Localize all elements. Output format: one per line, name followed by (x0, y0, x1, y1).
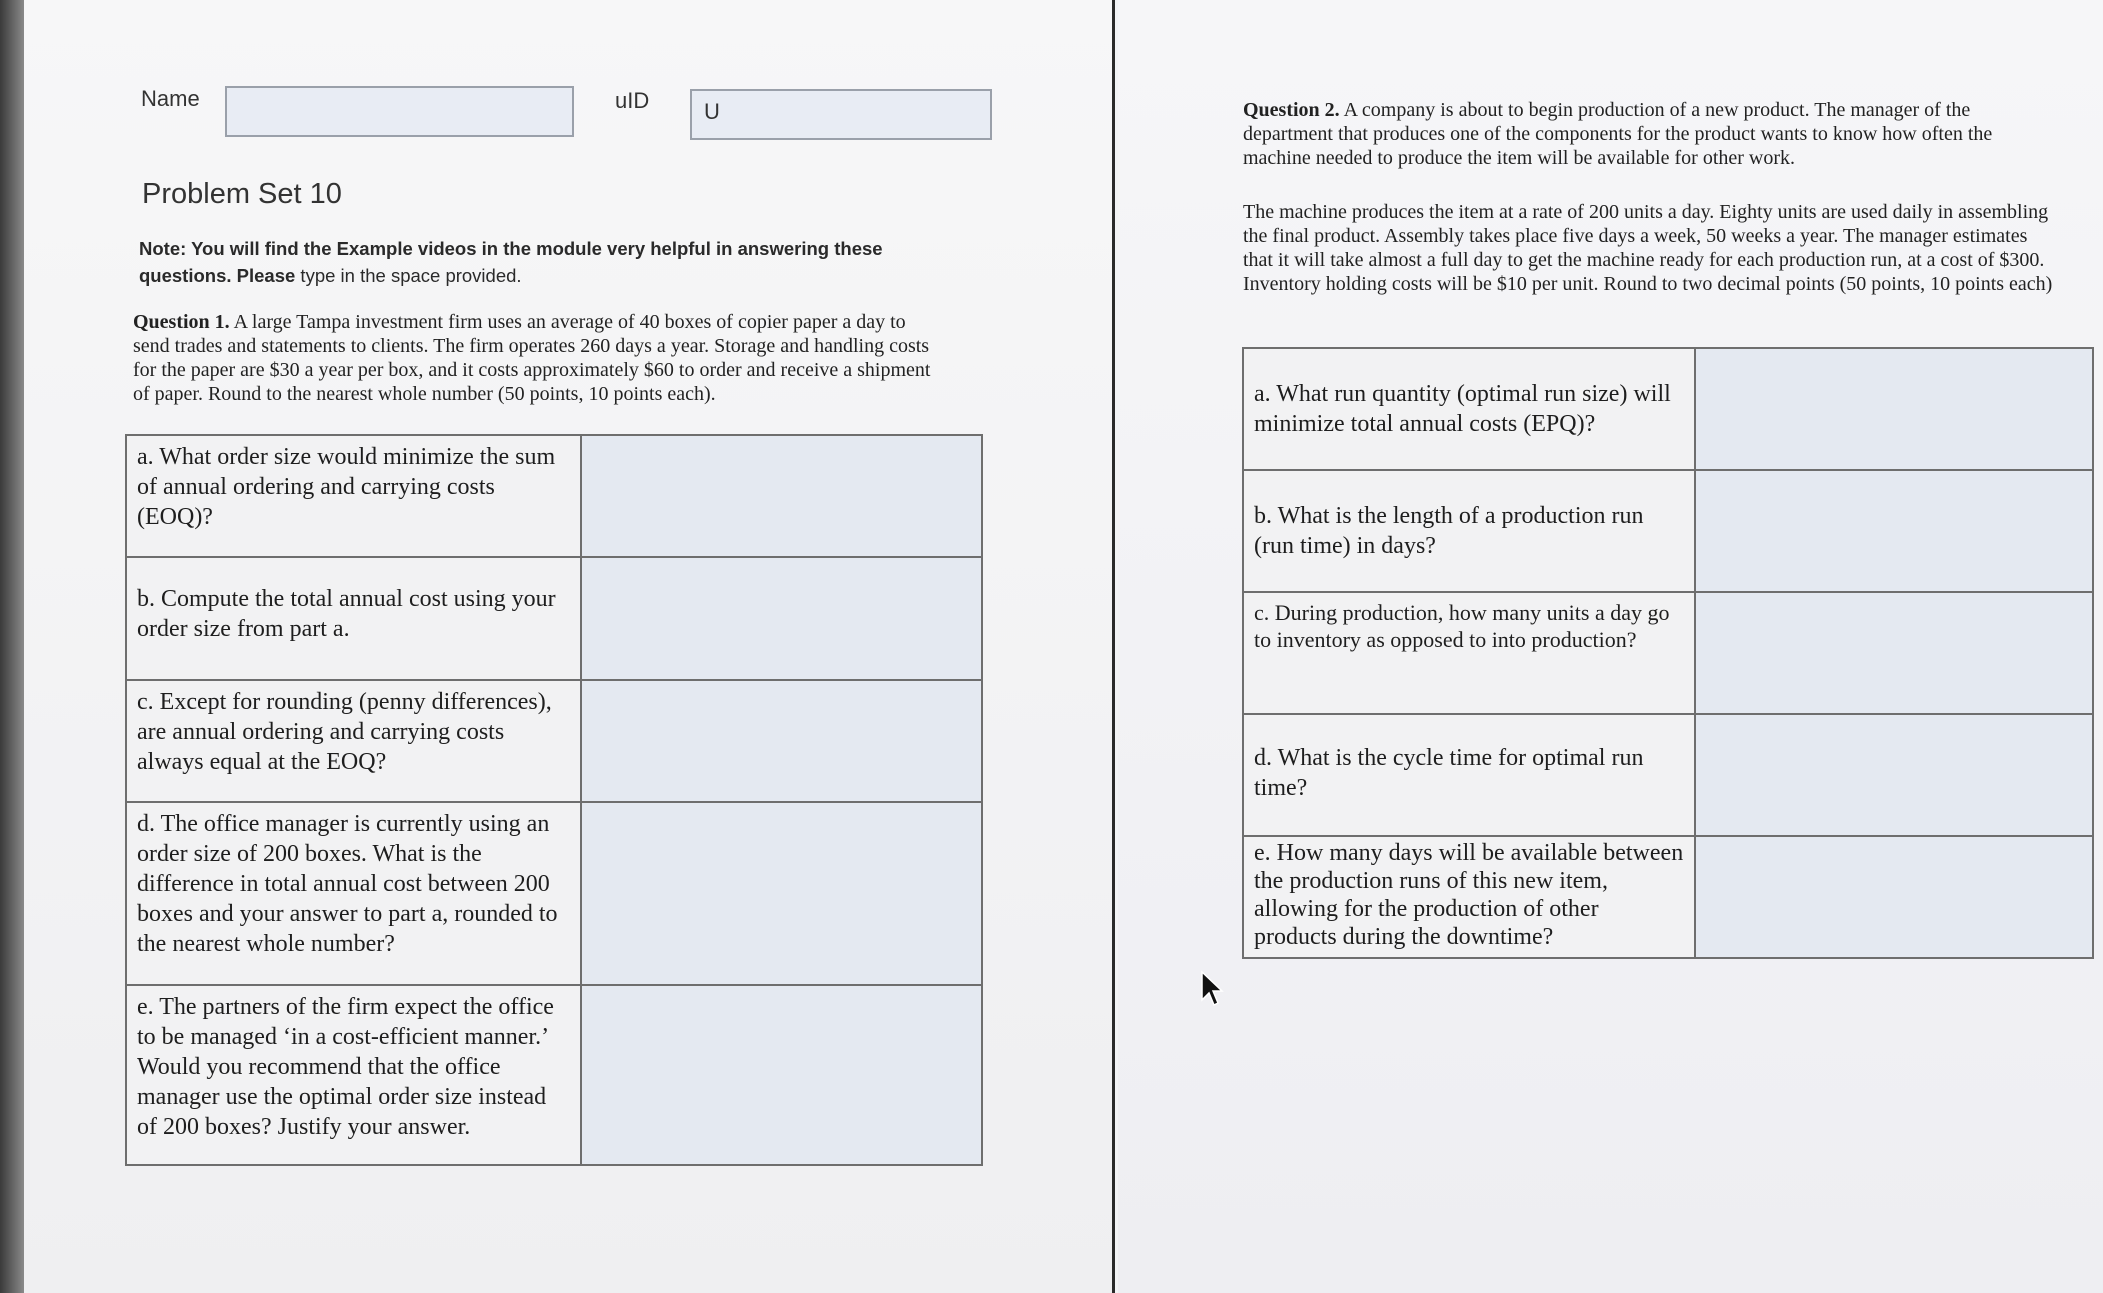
q1-part-e-prompt: e. The partners of the firm expect the office to be managed ‘in a cost-efficient manner.’ Would you recommend that the office manager use the optimal order size instead of 200 boxes? Justify your answer. (126, 985, 581, 1165)
q1-part-a-answer[interactable] (581, 435, 982, 557)
question1-text (133, 310, 933, 406)
q1-part-a-prompt: a. What order size would minimize the sum of annual ordering and carrying costs (EOQ)? (126, 435, 581, 557)
page-title: Problem Set 10 (142, 178, 342, 210)
q1-part-c-answer[interactable] (581, 680, 982, 802)
question1-label: Question 1. (133, 311, 230, 333)
q2-part-c-answer[interactable] (1695, 592, 2093, 714)
name-field[interactable] (225, 86, 574, 137)
q1-part-b-answer[interactable] (581, 557, 982, 680)
q2-part-b-prompt: b. What is the length of a production run (run time) in days? (1243, 470, 1695, 592)
question2-details: The machine produces the item at a rate of 200 units a day. Eighty units are used daily in assembling the final product. Assembly takes place five days a week, 50 weeks a year. The manager estimates that it will take almost a full day to get the machine ready for each production run, at a cost of $300. Inventory holding costs will be $10 per unit. Round to two decimal points (50 points, 10 points each) (1243, 201, 2053, 295)
q2-part-d-prompt: d. What is the cycle time for optimal run time? (1243, 714, 1695, 836)
q2-part-a-answer[interactable] (1695, 348, 2093, 470)
mouse-pointer-icon (1200, 970, 1224, 1010)
table-row (1243, 836, 2093, 958)
q2-part-a-prompt: a. What run quantity (optimal run size) will minimize total annual costs (EPQ)? (1243, 348, 1695, 470)
name-label: Name (141, 86, 200, 111)
question2-table (1242, 347, 2094, 959)
question2-label: Question 2. (1243, 99, 1340, 121)
q1-part-e-answer[interactable] (581, 985, 982, 1165)
table-row (126, 802, 982, 985)
table-row (126, 680, 982, 802)
q1-part-c-prompt: c. Except for rounding (penny differences), are annual ordering and carrying costs always equal at the EOQ? (126, 680, 581, 802)
question1-body: A large Tampa investment firm uses an average of 40 boxes of copier paper a day to send trades and statements to clients. The firm operates 260 days a year. Storage and handling costs for the paper are $30 a year per box, and it costs approximately $60 to order and receive a shipment of paper. Round to the nearest whole number (50 points, 10 points each). (133, 311, 931, 405)
q2-part-d-answer[interactable] (1695, 714, 2093, 836)
question2-intro-body: A company is about to begin production of a new product. The manager of the department that produces one of the components for the product wants to know how often the machine needed to produce the item will be available for other work. (1243, 99, 1993, 169)
q1-part-d-prompt: d. The office manager is currently using an order size of 200 boxes. What is the difference in total annual cost between 200 boxes and your answer to part a, rounded to the nearest whole number? (126, 802, 581, 985)
q1-part-b-prompt: b. Compute the total annual cost using your order size from part a. (126, 557, 581, 680)
table-row (126, 435, 982, 557)
right-page (1118, 0, 2103, 1293)
table-row (1243, 592, 2093, 714)
q2-part-c-prompt: c. During production, how many units a day go to inventory as opposed to into production? (1243, 592, 1695, 714)
uid-field[interactable]: U (690, 89, 992, 140)
instructions-note (139, 235, 939, 289)
table-row (126, 557, 982, 680)
question1-table (125, 434, 983, 1166)
page-edge-shadow (0, 0, 24, 1293)
table-row (1243, 470, 2093, 592)
q2-part-b-answer[interactable] (1695, 470, 2093, 592)
q2-part-e-answer[interactable] (1695, 836, 2093, 958)
note-line1: Note: You will find the Example videos in the module very helpful in answering these (139, 238, 883, 259)
note-line2-bold: questions. Please (139, 265, 296, 286)
table-row (1243, 714, 2093, 836)
q2-part-e-prompt: e. How many days will be available between the production runs of this new item, allowing for the production of other products during the downtime? (1243, 836, 1695, 958)
question2-intro (1243, 98, 2053, 170)
note-line2-rest: type in the space provided. (295, 265, 522, 286)
table-row (1243, 348, 2093, 470)
q1-part-d-answer[interactable] (581, 802, 982, 985)
table-row (126, 985, 982, 1165)
uid-label: uID (615, 88, 650, 113)
